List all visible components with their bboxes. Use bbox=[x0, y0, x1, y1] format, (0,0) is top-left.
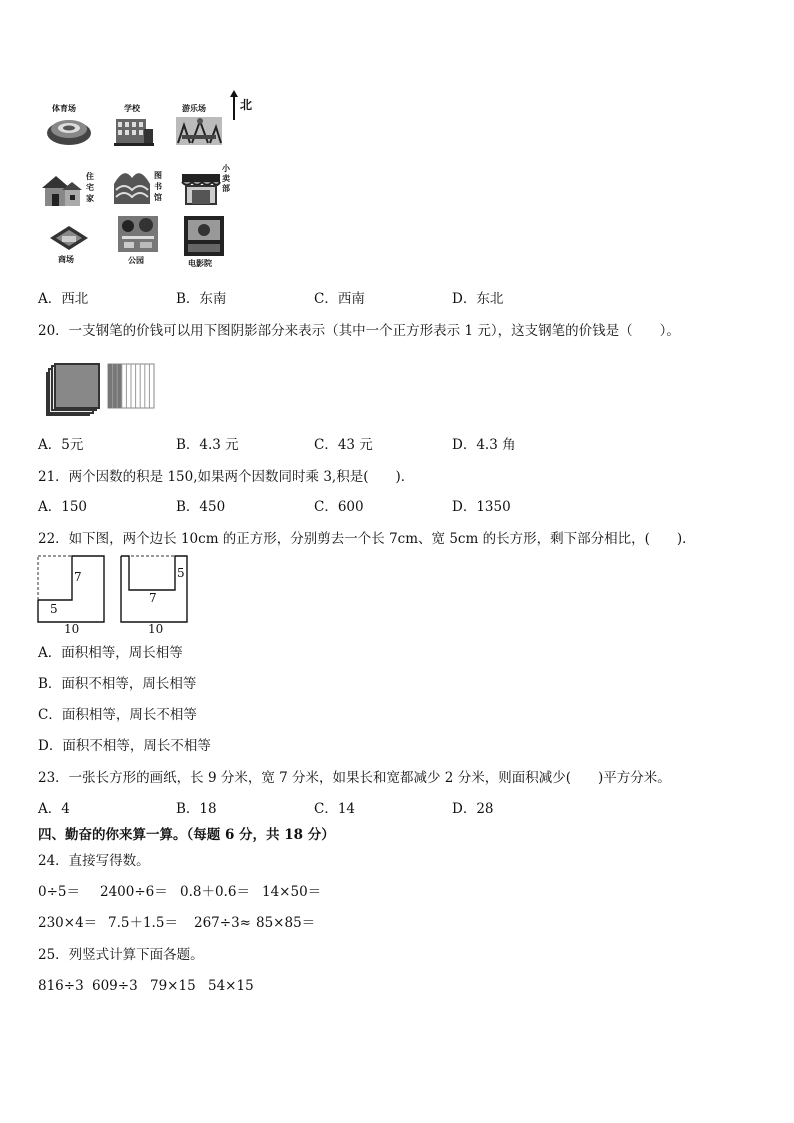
q24-item: 0÷5＝ bbox=[38, 884, 80, 900]
q22-fig1-label-5: 5 bbox=[50, 602, 58, 616]
map-label-shop: 小 卖 部 bbox=[222, 164, 230, 193]
q25-item: 54×15 bbox=[208, 978, 254, 994]
q21-option-b[interactable]: B．450 bbox=[176, 499, 226, 515]
q22-figure-2 bbox=[119, 554, 191, 624]
q20-option-b[interactable]: B．4.3 元 bbox=[176, 437, 239, 453]
q23-option-a[interactable]: A．4 bbox=[38, 801, 70, 817]
q23-option-c[interactable]: C．14 bbox=[314, 801, 356, 817]
q22-fig2-label-7: 7 bbox=[149, 591, 157, 605]
q22-option-c[interactable]: C．面积相等，周长不相等 bbox=[38, 707, 197, 723]
q25-item: 79×15 bbox=[150, 978, 196, 994]
library-icon bbox=[110, 164, 154, 208]
map-label-library: 图 书 馆 bbox=[154, 171, 162, 202]
q24-item: 2400÷6＝ bbox=[100, 884, 168, 900]
q22-option-a[interactable]: A．面积相等，周长相等 bbox=[38, 645, 183, 661]
school-icon bbox=[114, 113, 154, 147]
q20-text: 20．一支钢笔的价钱可以用下图阴影部分来表示（其中一个正方形表示 1 元），这支钢笔的价钱是（ ）。 bbox=[38, 323, 680, 339]
q24-item: 230×4＝ bbox=[38, 915, 98, 931]
q22-option-d[interactable]: D．面积不相等，周长不相等 bbox=[38, 738, 211, 754]
section-4-title: 四、勤奋的你来算一算。（每题 6 分，共 18 分） bbox=[38, 827, 335, 843]
q19-option-c[interactable]: C．西南 bbox=[314, 291, 365, 307]
map-label-park: 公园 bbox=[128, 256, 144, 265]
q24-item: 85×85＝ bbox=[256, 915, 316, 931]
q24-item: 7.5＋1.5＝ bbox=[108, 915, 178, 931]
q23-option-b[interactable]: B．18 bbox=[176, 801, 217, 817]
map-label-home: 住 宅 家 bbox=[86, 172, 94, 203]
q21-option-c[interactable]: C．600 bbox=[314, 499, 364, 515]
q22-fig2-label-5: 5 bbox=[177, 566, 185, 580]
q19-option-d[interactable]: D．东北 bbox=[452, 291, 504, 307]
q24-text: 24．直接写得数。 bbox=[38, 853, 150, 869]
map-label-mall: 商场 bbox=[58, 255, 74, 264]
q22-text: 22．如下图，两个边长 10cm 的正方形，分别剪去一个长 7cm、宽 5cm 的长方形，剩下部分相比，( )． bbox=[38, 531, 696, 547]
q25-item: 816÷3 bbox=[38, 978, 84, 994]
playground-icon bbox=[176, 113, 222, 147]
park-icon bbox=[118, 216, 158, 252]
q22-figure-1 bbox=[36, 554, 108, 624]
q19-option-b[interactable]: B．东南 bbox=[176, 291, 227, 307]
cinema-icon bbox=[184, 216, 224, 256]
north-label: 北 bbox=[240, 98, 253, 112]
q20-option-a[interactable]: A．5元 bbox=[38, 437, 84, 453]
stadium-icon bbox=[46, 113, 92, 147]
q22-fig1-label-7: 7 bbox=[74, 570, 82, 584]
q25-item: 609÷3 bbox=[92, 978, 138, 994]
q24-item: 267÷3≈ bbox=[194, 915, 251, 931]
shop-icon bbox=[180, 170, 222, 206]
q19-option-a[interactable]: A．西北 bbox=[38, 291, 89, 307]
home-icon bbox=[40, 172, 84, 208]
map-label-school: 学校 bbox=[124, 104, 140, 113]
q22-fig2-label-10: 10 bbox=[148, 622, 164, 636]
q24-item: 0.8＋0.6＝ bbox=[180, 884, 250, 900]
map-figure bbox=[38, 88, 258, 273]
q23-option-d[interactable]: D．28 bbox=[452, 801, 494, 817]
q22-option-b[interactable]: B．面积不相等，周长相等 bbox=[38, 676, 197, 692]
q25-text: 25．列竖式计算下面各题。 bbox=[38, 947, 204, 963]
q21-option-d[interactable]: D．1350 bbox=[452, 499, 511, 515]
q20-option-d[interactable]: D．4.3 角 bbox=[452, 437, 516, 453]
mall-icon bbox=[48, 224, 90, 254]
q21-text: 21．两个因数的积是 150,如果两个因数同时乘 3,积是( )． bbox=[38, 469, 415, 485]
map-label-cinema: 电影院 bbox=[188, 259, 212, 268]
map-label-stadium: 体育场 bbox=[52, 104, 76, 113]
q20-figure bbox=[44, 362, 160, 420]
q22-fig1-label-10: 10 bbox=[64, 622, 80, 636]
q23-text: 23．一张长方形的画纸，长 9 分米，宽 7 分米，如果长和宽都减少 2 分米，则面积减少( )平方分米。 bbox=[38, 770, 671, 786]
q20-option-c[interactable]: C．43 元 bbox=[314, 437, 373, 453]
q21-option-a[interactable]: A．150 bbox=[38, 499, 88, 515]
map-label-playground: 游乐场 bbox=[182, 104, 206, 113]
q24-item: 14×50＝ bbox=[262, 884, 322, 900]
